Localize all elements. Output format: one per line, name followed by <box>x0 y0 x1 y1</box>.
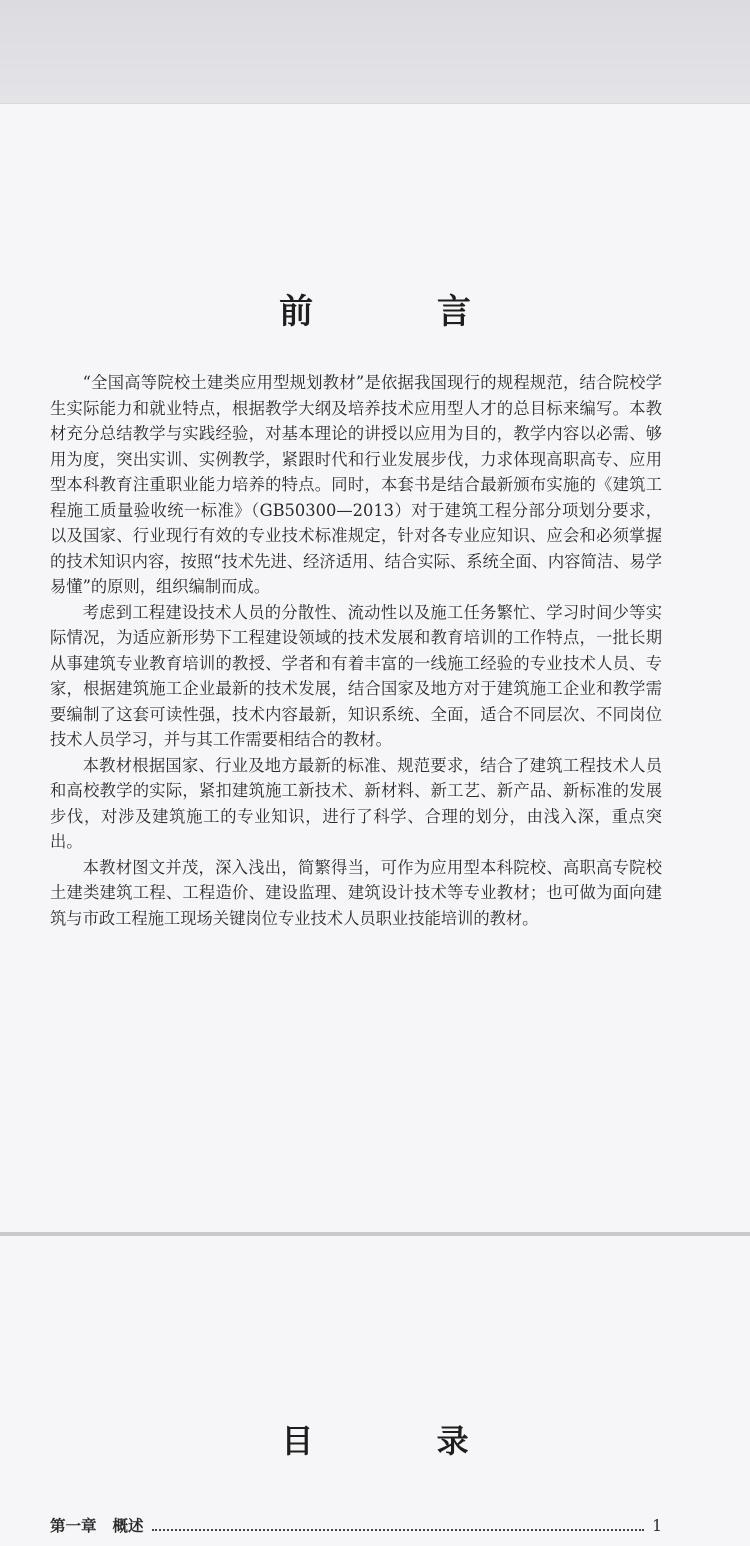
toc-chapter-name: 概述 <box>112 1517 144 1535</box>
toc-leader-dots <box>152 1529 645 1531</box>
toc-title: 目 录 <box>281 1422 525 1460</box>
preface-page <box>0 104 750 1232</box>
preface-paragraph: 本教材图文并茂，深入浅出，简繁得当，可作为应用型本科院校、高职高专院校土建类建筑工程、工程造价、建设监理、建筑设计技术等专业教材；也可做为面向建筑与市政工程施工现场关键岗位专业技术人员职业技能培训的教材。 <box>50 857 662 928</box>
preface-paragraph: “全国高等院校土建类应用型规划教材”是依据我国现行的规程规范，结合院校学生实际能力和就业特点，根据教学大纲及培养技术应用型人才的总目标来编写。本教材充分总结教学与实践经验，对基本理论的讲授以应用为目的，教学内容以必需、够用为度，突出实训、实例教学，紧跟时代和行业发展步伐，力求体现高职高专、应用型本科教育注重职业能力培养的特点。同时，本套书是结合最新颁布实施的《建筑工程施工质量验收统一标准》（GB50300—2013）对于建筑工程分部分项划分要求，以及国家、行业现行有效的专业技术标准规定，针对各专业应知识、应会和必须掌握的技术知识内容，按照“技术先进、经济适用、结合实际、系统全面、内容简洁、易学易懂”的原则，组织编制而成。 <box>50 373 662 596</box>
toc-page <box>0 1236 750 1546</box>
preface-paragraph: 考虑到工程建设技术人员的分散性、流动性以及施工任务繁忙、学习时间少等实际情况，为适应新形势下工程建设领域的技术发展和教育培训的工作特点，一批长期从事建筑专业教育培训的教授、学者和有着丰富的一线施工经验的专业技术人员、专家，根据建筑施工企业最新的技术发展，结合国家及地方对于建筑施工企业和教学需要编制了这套可读性强，技术内容最新，知识系统、全面，适合不同层次、不同岗位技术人员学习，并与其工作需要相结合的教材。 <box>50 602 662 749</box>
toc-page-number: 1 <box>652 1517 662 1535</box>
toc-chapter-number: 第一章 <box>50 1517 97 1535</box>
preface-paragraph: 本教材根据国家、行业及地方最新的标准、规范要求，结合了建筑工程技术人员和高校教学的实际，紧扣建筑施工新技术、新材料、新工艺、新产品、新标准的发展步伐，对涉及建筑施工的专业知识，进行了科学、合理的划分，由浅入深，重点突出。 <box>50 755 662 851</box>
previous-page-edge <box>0 0 750 103</box>
toc-entry[interactable] <box>50 1514 662 1538</box>
preface-body <box>50 370 662 931</box>
preface-title: 前 言 <box>279 292 527 332</box>
